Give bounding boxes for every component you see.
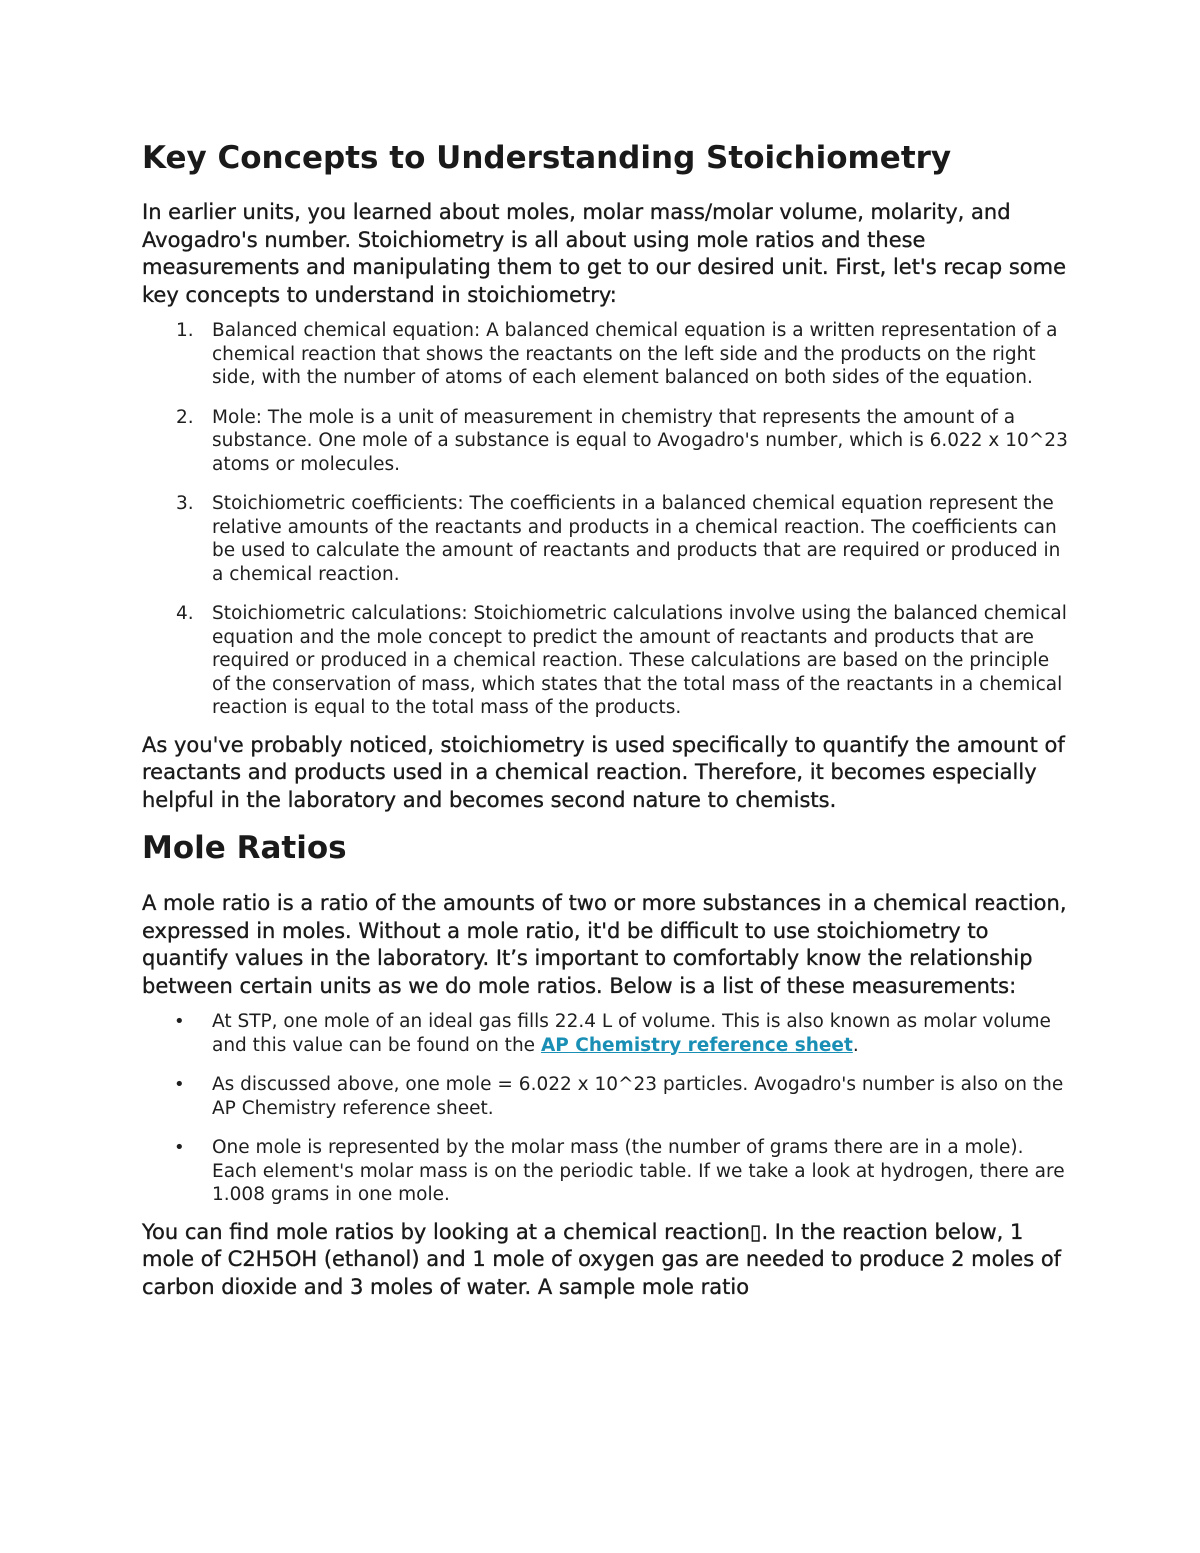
bullet-icon: •	[174, 1011, 185, 1032]
list-item	[142, 602, 1072, 720]
reference-sheet-link[interactable]: AP Chemistry reference sheet	[540, 1034, 853, 1056]
closing-paragraph: You can find mole ratios by looking at a chemical reaction▯. In the reaction below, 1 mole of C2H5OH (ethanol) and 1 mole of oxygen gas are needed to produce 2 moles of carbon dioxide and 3 moles of water. A sample mole ratio	[142, 1219, 1062, 1299]
list-item	[142, 492, 1072, 586]
bullet-icon: •	[174, 1074, 185, 1095]
list-item-text: Stoichiometric calculations: Stoichiometric calculations involve using the balanced chemical equation and the mole concept to predict the amount of reactants and products that are required or produced in a chemical reaction. These calculations are based on the principle of the conservation of mass, which states that the total mass of the reactants in a chemical reaction is equal to the total mass of the products.	[212, 603, 1067, 718]
list-item-text: One mole is represented by the molar mass (the number of grams there are in a mole). Each element's molar mass is on the periodic table. If we take a look at hydrogen, there are 1.008 grams in one mole.	[212, 1137, 1065, 1205]
list-item-text: As discussed above, one mole = 6.022 x 10^23 particles. Avogadro's number is also on the AP Chemistry reference sheet.	[212, 1074, 1064, 1119]
list-item-text: At STP, one mole of an ideal gas fills 22.4 L of volume. This is also known as molar volume and this value can be found on the	[212, 1011, 1051, 1056]
list-item	[142, 1073, 1072, 1120]
mole-ratio-paragraph: A mole ratio is a ratio of the amounts of two or more substances in a chemical reaction, expressed in moles. Without a mole ratio, it'd be difficult to use stoichiometry to quantify values in the laboratory. It’s important to comfortably know the relationship between certain units as we do mole ratios. Below is a list of these measurements:	[142, 891, 1067, 998]
list-item-text: Stoichiometric coefficients: The coefficients in a balanced chemical equation represent the relative amounts of the reactants and products in a chemical reaction. The coefficients can be used to calculate the amount of reactants and products that are required or produced in a chemical reaction.	[212, 493, 1061, 585]
document-page	[142, 138, 1072, 1301]
measurements-list	[142, 1010, 1072, 1207]
section-title-mole-ratios: Mole Ratios	[142, 830, 347, 866]
bullet-icon: •	[174, 1137, 185, 1158]
intro-paragraph: In earlier units, you learned about moles, molar mass/molar volume, molarity, and Avogadro's number. Stoichiometry is all about using mole ratios and these measurements and manipulating them to get to our desired unit. First, let's recap some key concepts to understand in stoichiometry:	[142, 200, 1066, 307]
list-item	[142, 1136, 1072, 1207]
list-number: 4.	[176, 603, 194, 624]
page-title: Key Concepts to Understanding Stoichiometry	[142, 140, 952, 176]
list-number: 2.	[176, 406, 194, 428]
key-concepts-list	[142, 319, 1072, 720]
list-item-text: Mole: The mole is a unit of measurement in chemistry that represents the amount of a substance. One mole of a substance is equal to Avogadro's number, which is 6.022 x 10^23 atoms or molecules.	[212, 406, 1068, 475]
summary-paragraph: As you've probably noticed, stoichiometry is used specifically to quantify the amount of reactants and products used in a chemical reaction. Therefore, it becomes especially helpful in the laboratory and becomes second nature to chemists.	[142, 732, 1065, 812]
list-item-text: Balanced chemical equation: A balanced chemical equation is a written representation of a chemical reaction that shows the reactants on the left side and the products on the right side, with the number of atoms of each element balanced on both sides of the equation.	[212, 320, 1058, 388]
list-item	[142, 1010, 1072, 1057]
list-item	[142, 319, 1072, 390]
list-number: 1.	[176, 320, 194, 341]
list-number: 3.	[176, 493, 194, 514]
list-item	[142, 406, 1072, 477]
list-item-text-end: .	[852, 1034, 859, 1056]
